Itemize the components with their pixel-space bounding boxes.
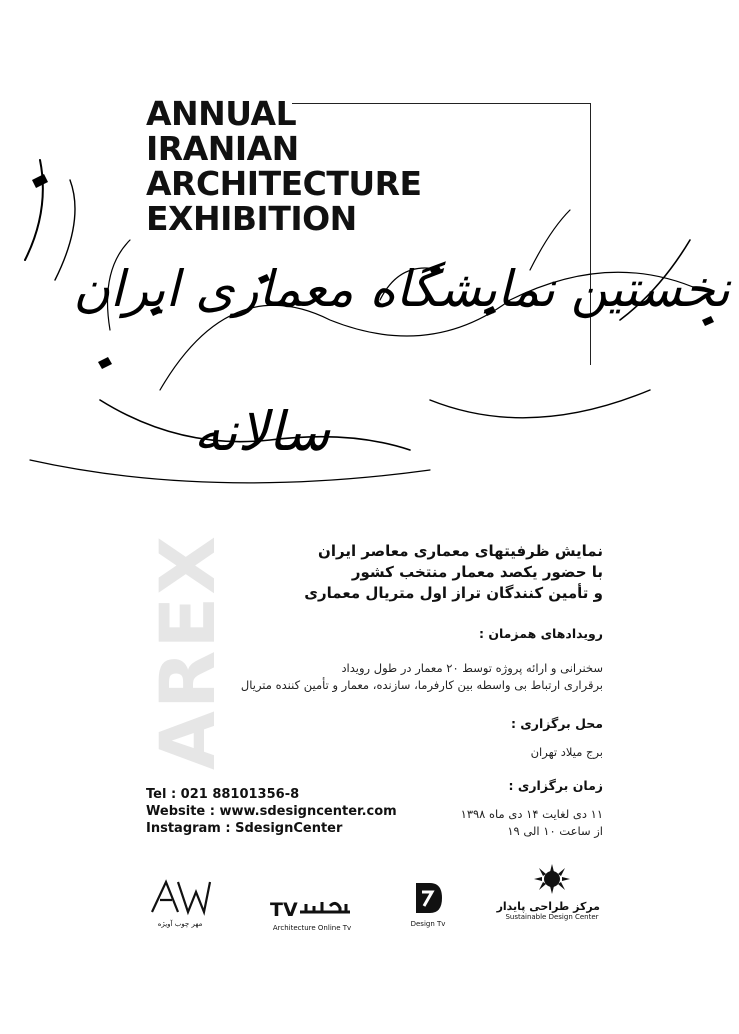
time-details — [461, 806, 603, 840]
design-tv-logo — [404, 880, 452, 928]
venue-heading: محل برگزاری : — [510, 716, 603, 731]
sustainable-design-center-logo — [496, 862, 600, 921]
time-line: از ساعت ۱۰ الی ۱۹ — [507, 824, 603, 838]
tv-logo-caption: Architecture Online Tv — [272, 924, 352, 932]
sdc-leaf-icon — [528, 862, 576, 896]
title-line: ARCHITECTURE — [146, 164, 422, 203]
venue-value: برج میلاد تهران — [530, 745, 603, 759]
time-line: ۱۱ دی لغایت ۱۴ دی ماه ۱۳۹۸ — [460, 807, 603, 821]
title-line: IRANIAN — [146, 129, 299, 168]
svg-text:TV: TV — [270, 899, 298, 920]
events-list — [241, 660, 603, 694]
tv-logo-icon — [270, 898, 354, 920]
title-line: ANNUAL — [146, 94, 297, 133]
architecture-tv-logo — [270, 898, 354, 932]
design-tv-caption: Design Tv — [410, 920, 446, 928]
intro-line: و تأمین کنندگان تراز اول متریال معماری — [304, 584, 603, 602]
intro-line: با حضور یکصد معمار منتخب کشور — [351, 563, 603, 581]
arex-watermark: AREX — [143, 534, 232, 770]
design-tv-icon — [412, 880, 444, 916]
events-heading: رویدادهای همزمان : — [478, 626, 603, 641]
time-heading: زمان برگزاری : — [508, 778, 603, 793]
title-line: EXHIBITION — [146, 199, 357, 238]
contact-instagram[interactable]: Instagram : SdesignCenter — [146, 821, 343, 836]
contact-info — [146, 786, 397, 837]
calligraphy-strokes — [10, 150, 730, 510]
contact-website[interactable]: Website : www.sdesigncenter.com — [146, 804, 397, 819]
event-line: سخنرانی و ارائه پروژه توسط ۲۰ معمار در طول رویداد — [341, 661, 603, 675]
aw-logo-caption: مهر چوب آویژه — [157, 920, 203, 928]
sdc-caption: Sustainable Design Center — [505, 913, 599, 921]
contact-tel: Tel : 021 88101356-8 — [146, 787, 300, 802]
intro-text — [304, 541, 603, 604]
calligraphy-line-2: سالانه — [193, 400, 330, 463]
intro-line: نمایش ظرفیتهای معماری معاصر ایران — [318, 542, 603, 560]
calligraphy-title — [10, 150, 730, 510]
event-line: برقراری ارتباط بی واسطه بین کارفرما، سازنده، معمار و تأمین کننده متریال — [240, 678, 603, 692]
aw-logo — [140, 878, 220, 928]
sdc-name: مرکز طراحی پایدار — [496, 900, 600, 913]
calligraphy-line-1: نخستین نمایشگاه معماری ایران — [73, 260, 730, 318]
aw-logo-icon — [148, 878, 212, 916]
